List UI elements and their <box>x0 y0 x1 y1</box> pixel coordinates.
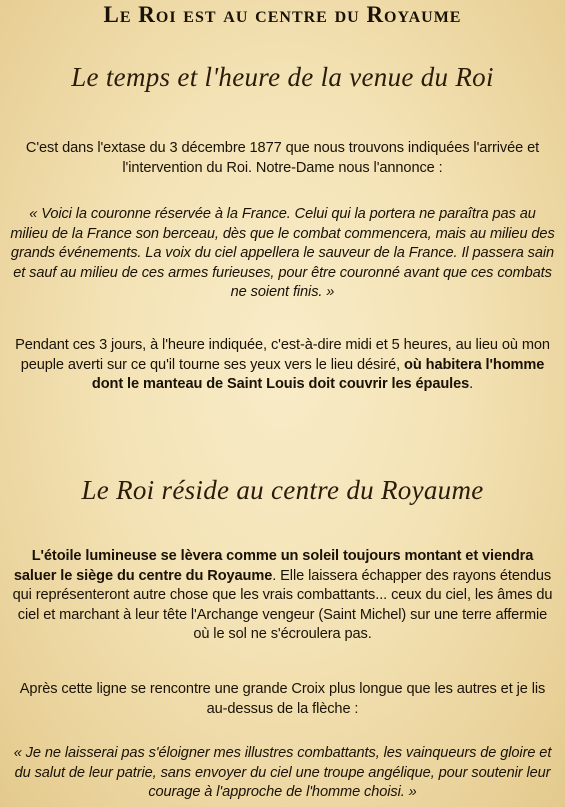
section-heading-venue: Le temps et l'heure de la venue du Roi <box>71 62 494 92</box>
paragraph-etoile <box>10 547 555 645</box>
paragraph-three-days <box>10 336 555 395</box>
text-span: . <box>469 376 474 392</box>
paragraph-intro: C'est dans l'extase du 3 décembre 1877 que nous trouvons indiquées l'arrivée et l'intervention du Roi. Notre-Dame nous l'annonce : <box>25 140 540 176</box>
text-span: Pendant ces 3 jours, à l'heure indiquée, c'est-à-dire midi et 5 heures, au lieu où mon peuple averti sur ce qu'il tourne ses yeux vers le lieu désiré, <box>15 337 550 373</box>
section-heading-centre: Le Roi réside au centre du Royaume <box>81 475 484 505</box>
bold-text: où habitera l'homme dont le manteau de Saint Louis doit couvrir les épaules <box>91 356 545 392</box>
text-span: . Elle laissera échapper des rayons étendus qui représenteront autre chose que les vrais combattants... ceux du ciel, les âmes du ciel et marchant à leur tête l'Archange vengeur (Saint Michel) sur une terre affermie où le sol ne s'écroulera pas. <box>12 567 553 642</box>
bold-text: L'étoile lumineuse se lèvera comme un soleil toujours montant et viendra saluer le siège du centre du Royaume <box>13 548 534 584</box>
quote-combattants: « Je ne laisserai pas s'éloigner mes illustres combattants, les vainqueurs de gloire et du salut de leur patrie, sans envoyer du ciel une troupe angélique, pour soutenir leur courage à l'approche de l'homme choisi. » <box>13 745 552 800</box>
quote-couronne: « Voici la couronne réservée à la France. Celui qui la portera ne paraîtra pas au milieu de la France son berceau, dès que le combat commencera, mais au milieu des grands événements. La voix du ciel appellera le sauveur de la France. Il passera sain et sauf au milieu de ces armes furieuses, pour être couronné avant que ces combats ne soient finis. » <box>10 206 555 300</box>
page-title: Le Roi est au centre du Royaume <box>103 2 462 27</box>
paragraph-croix: Après cette ligne se rencontre une grande Croix plus longue que les autres et je lis au-dessus de la flèche : <box>19 681 546 717</box>
